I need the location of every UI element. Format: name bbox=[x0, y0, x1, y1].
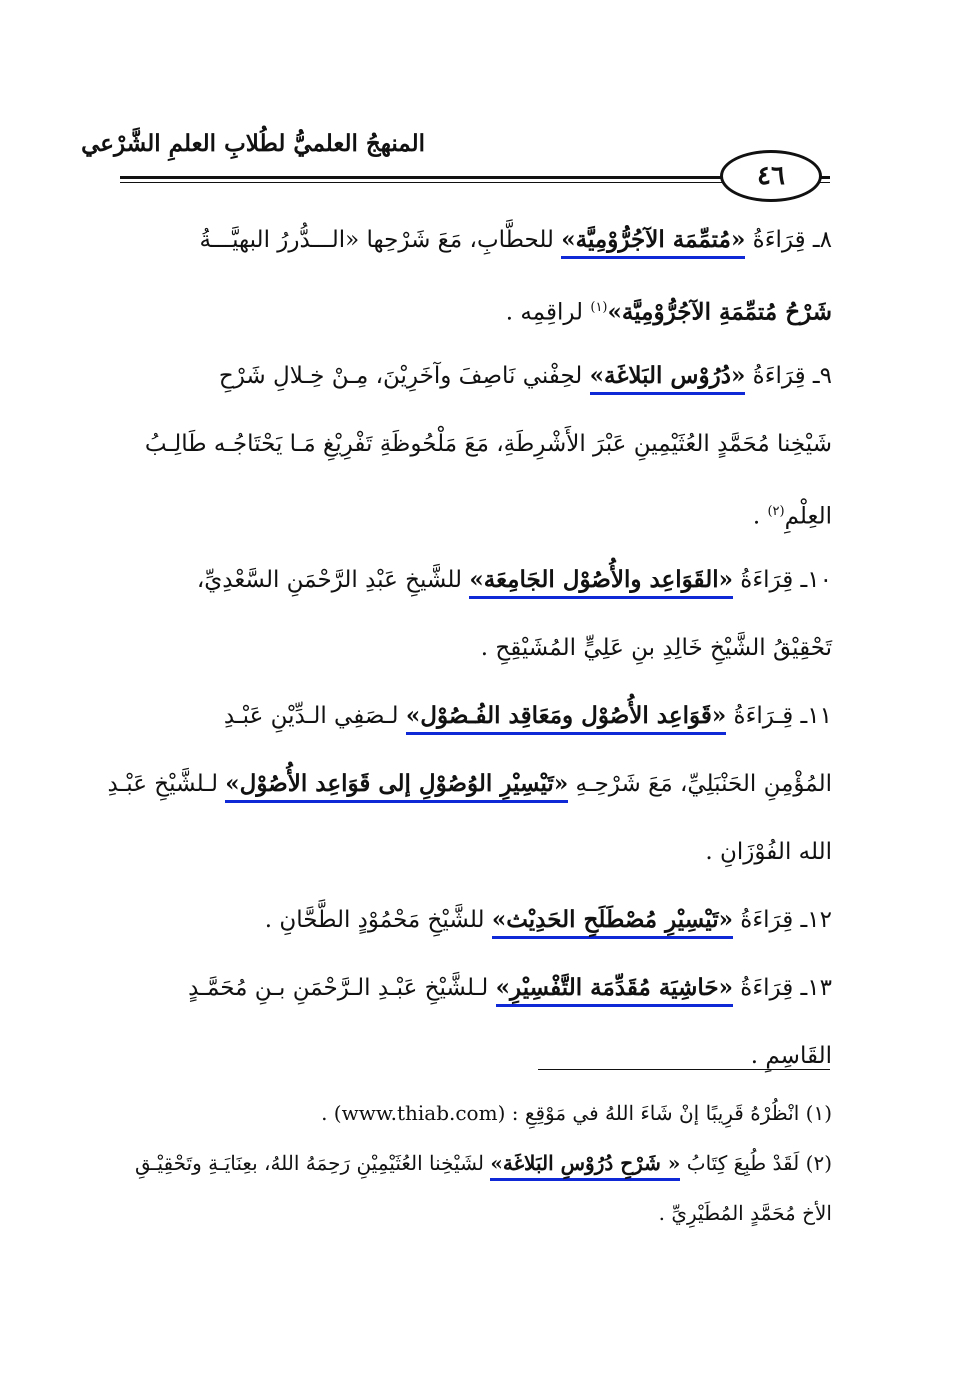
footnote bbox=[130, 1188, 832, 1238]
line-text: ١١ـ قِـرَاءَةُ bbox=[726, 703, 832, 729]
book-list bbox=[107, 206, 832, 1090]
footnote-text: (٢) لَقَدْ طُبِعَ كِتَابُ bbox=[680, 1151, 832, 1175]
list-item bbox=[130, 206, 832, 342]
footnote-text: لشَيْخِنا العُثَيْمِيْنِ رَحِمَهُ اللهُ، بعِنَايَـةِ وتَحْقِيْـقِ bbox=[134, 1151, 491, 1175]
text-line bbox=[130, 546, 832, 614]
footnote-text: (١) انْظُرْهُ قَرِيبًا إنْ شَاءَ اللهُ في مَوْقِعِ : (www.thiab.com) . bbox=[321, 1101, 832, 1125]
line-text: شَرْحُ مُتمِّمَةِ الآجُرُّوْمِيَّة» bbox=[607, 298, 832, 326]
book-title-link: « شَرْحِ دُرُوْسِ البَلاغَة» bbox=[490, 1151, 680, 1181]
book-title-link: «دُرُوْس البَلاغَة» bbox=[590, 362, 746, 395]
line-text: للشَّيْخِ مَحْمُوْدٍ الطَّحَّانِ . bbox=[264, 907, 492, 933]
list-item bbox=[130, 546, 832, 682]
line-text: ١٠ـ قِرَاءَةُ bbox=[732, 567, 832, 593]
line-text: . bbox=[752, 503, 768, 530]
footnote-ref: (٢) bbox=[767, 504, 785, 519]
book-title-link: «مُتمِّمَة الآجُرُّوْمِيَّة» bbox=[561, 226, 745, 259]
line-text: الله الفُوْزَانِ . bbox=[705, 839, 832, 865]
line-text: لحِفْني نَاصِفَ وآخَرِيْنَ، مِـنْ خِـلالِ شَرْحِ bbox=[218, 363, 590, 389]
list-item bbox=[130, 886, 832, 954]
line-text: شَيْخِنا مُحَمَّدٍ العُثَيْمِينِ عَبْرَ الأَشْرِطَةِ، مَعَ مَلْحُوظَةِ تَفْرِيْغِ مَـا يَحْتَاجُـه طَالِـبُ bbox=[144, 431, 832, 457]
line-text: لـلشَّيْخِ عَبْـدِ bbox=[107, 771, 226, 797]
text-line bbox=[130, 342, 832, 410]
running-header-title: المنهجُ العلميُّ لطُلابِ العلمِ الشَّرْعي bbox=[81, 130, 425, 157]
list-item bbox=[130, 342, 832, 546]
book-title-link: «حَاشِيَة مُقَدِّمَة التَّفْسِيْرِ» bbox=[496, 974, 733, 1007]
book-title-link: «قَوَاعِد الأُصُوْل ومَعَاقِد الفُـصُوْل» bbox=[406, 702, 726, 735]
line-text: للحطَّابِ، مَعَ شَرْحِها «الـــدُّررُ البهيَّـــةُ bbox=[199, 227, 562, 253]
book-title-link: «القَوَاعِد والأُصُوْل الجَامِعَة» bbox=[469, 566, 733, 599]
book-title-link: «تَيْسِيْرِ الوُصُوْلِ إلى قَوَاعِد الأُصُوْل» bbox=[225, 770, 568, 803]
text-line bbox=[130, 954, 832, 1022]
footnote-ref: (١) bbox=[590, 300, 608, 315]
text-line bbox=[130, 1022, 832, 1090]
line-text: العِلْمِ bbox=[784, 503, 832, 530]
text-line bbox=[130, 886, 832, 954]
text-line bbox=[130, 274, 832, 342]
line-text: لـلشَّيْخِ عَبْـدِ الـرَّحْمَنِ بـنِ مُحَمَّـدٍ bbox=[188, 975, 496, 1001]
text-line bbox=[107, 750, 832, 818]
footnote bbox=[130, 1138, 832, 1188]
book-title-link: «تَيْسِيْرِ مُصْطَلَحِ الحَدِيْث» bbox=[492, 906, 733, 939]
footnote-separator bbox=[538, 1069, 830, 1070]
text-line bbox=[130, 614, 832, 682]
line-text: للشَّيخِ عَبْدِ الرَّحْمَنِ السَّعْدِيِّ، bbox=[196, 567, 470, 593]
text-line bbox=[130, 206, 832, 274]
text-line bbox=[130, 478, 832, 546]
line-text: ١٢ـ قِرَاءَةُ bbox=[732, 907, 832, 933]
line-text: تَحْقِيْقُ الشَّيْخِ خَالِدِ بنِ عَلِيٍّ المُشَيْقِحِ . bbox=[480, 635, 832, 661]
footnote-text: الأخ مُحَمَّدٍ المُطَيْرِيِّ . bbox=[658, 1201, 832, 1225]
line-text: لـصَفِي الـدِّيْنِ عَبْـدِ bbox=[223, 703, 406, 729]
text-line bbox=[130, 410, 832, 478]
page-number: ٤٦ bbox=[720, 150, 822, 202]
line-text: ٨ـ قِرَاءَةُ bbox=[745, 227, 832, 253]
line-text: لراقِمِه . bbox=[505, 299, 591, 326]
footnote bbox=[130, 1088, 832, 1138]
footnotes bbox=[130, 1088, 832, 1238]
line-text: ٩ـ قِرَاءَةُ bbox=[745, 363, 832, 389]
line-text: ١٣ـ قِرَاءَةُ bbox=[732, 975, 832, 1001]
line-text: القَاسِمِ . bbox=[750, 1043, 832, 1069]
text-line bbox=[130, 818, 832, 886]
line-text: المُؤْمِنِ الحَنْبَلِيِّ، مَعَ شَرْحِـهِ bbox=[568, 771, 832, 797]
text-line bbox=[130, 682, 832, 750]
list-item bbox=[107, 682, 832, 886]
